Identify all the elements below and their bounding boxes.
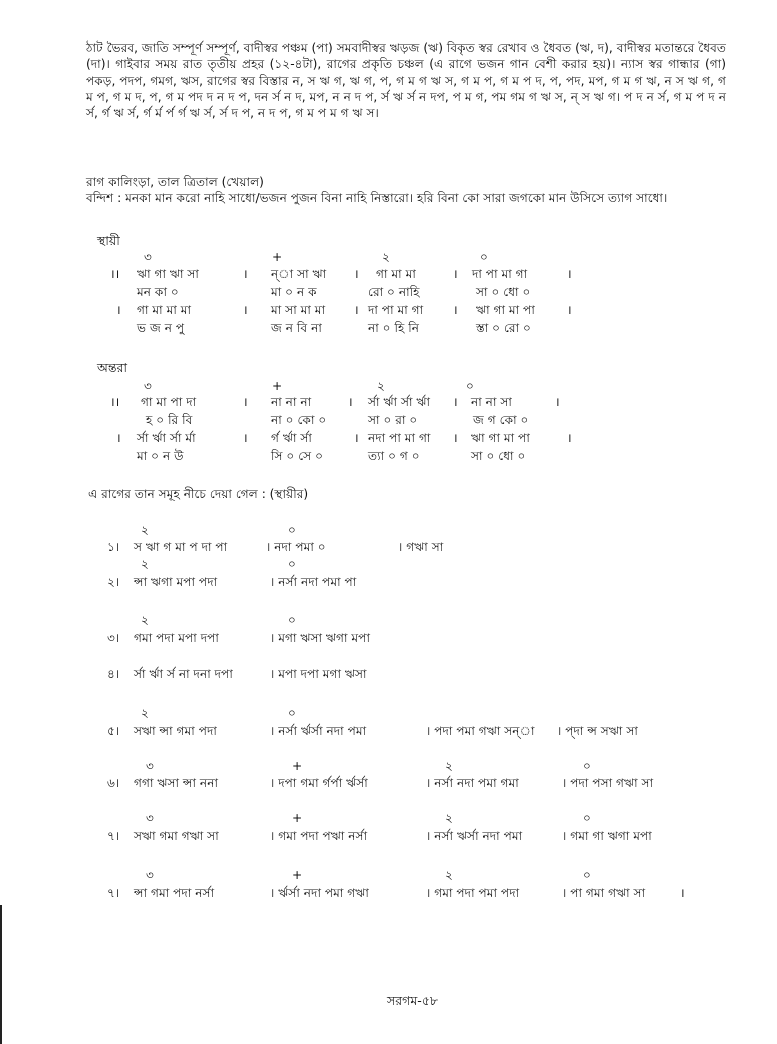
sthayi-r1-bar: । (453, 267, 458, 281)
taan-beat: ০ (583, 759, 591, 773)
taan-beat: ০ (288, 523, 296, 537)
antara-r2-lyric-3: ত্যা ০ গ ০ (368, 449, 420, 463)
taan-beat: ০ (288, 613, 296, 627)
antara-r2-bar: । (354, 431, 359, 445)
taan-beat: ০ (288, 706, 296, 720)
sthayi-r1-lyric-1: মন কা ০ (137, 285, 179, 299)
sthayi-r2-bar: । (567, 303, 572, 317)
taan-part: সঋা ন্সা গমা পদা (134, 724, 217, 738)
sthayi-r1-notes-2: ন্া সা ঋা (271, 267, 327, 281)
antara-r1-bar: । (555, 395, 560, 409)
taan-part: । নর্সা ঋর্সা নদা পমা (426, 829, 523, 843)
taan-number: ৪। (107, 667, 120, 681)
sthayi-beat-2: ২ (382, 250, 390, 264)
taan-number: ৭। (107, 886, 120, 900)
taan-beat: ২ (141, 523, 149, 537)
antara-r2-bar: । (243, 431, 248, 445)
antara-r1-notes-1: গা মা পা দা (141, 395, 197, 409)
antara-r1-notes-4: না না সা (471, 395, 512, 409)
sthayi-r2-bar: । (243, 303, 248, 317)
antara-beat-plus: + (272, 379, 283, 393)
taan-part: । পদা পমা গঋা সন্া (426, 724, 535, 738)
taan-part: । নদা পমা ০ (266, 540, 326, 554)
antara-r2-notes-3: নদা পা মা গা (368, 431, 431, 445)
taan-beat: ২ (445, 868, 453, 882)
taan-beat: ৩ (146, 868, 154, 882)
sthayi-r1-notes-4: দা পা মা গা (472, 267, 528, 281)
taan-part: । গঋা সা (398, 540, 444, 554)
taan-beat: ০ (583, 811, 591, 825)
taan-part: ন্সা ঋগা মপা পদা (134, 575, 218, 589)
taan-part: । র্ঋর্সা নদা পমা গঋা (270, 886, 369, 900)
taan-number: ১। (107, 540, 120, 554)
antara-r2-lyric-2: সি ০ সে ০ (271, 449, 324, 463)
taan-part: গমা পদা মপা দপা (134, 631, 219, 645)
antara-r2-lyric-1: মা ০ ন উ (137, 449, 184, 463)
antara-r1-lyric-2: না ০ কো ০ (271, 413, 327, 427)
taan-part: সঋা গমা গঋা সা (134, 829, 219, 843)
antara-r1-bar: । (243, 395, 248, 409)
antara-r1-bar: । (348, 395, 353, 409)
sthayi-r2-notes-1: গা মা মা মা (137, 303, 192, 317)
raga-title: রাগ কালিংড়া, তাল ত্রিতাল (খেয়াল) (86, 175, 264, 189)
antara-r2-bar: । (116, 431, 121, 445)
sthayi-r2-bar: । (453, 303, 458, 317)
sthayi-r1-lyric-2: মা ০ ন ক (271, 285, 317, 299)
antara-r1-bar: ।। (110, 395, 120, 409)
sthayi-r2-lyric-1: ভ জ ন পু (137, 321, 185, 335)
sthayi-r2-bar: । (354, 303, 359, 317)
taan-heading: এ রাগের তান সমূহ নীচে দেয়া গেল : (স্থায়ীর) (88, 487, 309, 501)
sthayi-r2-notes-2: মা সা মা মা (271, 303, 326, 317)
antara-r2-notes-1: র্সা র্ঋা র্সা র্মা (137, 431, 196, 445)
sthayi-r2-bar: । (116, 303, 121, 317)
taan-beat: + (292, 759, 303, 773)
antara-beat-3: ৩ (144, 379, 152, 393)
taan-beat: ০ (288, 557, 296, 571)
sthayi-r1-notes-3: গা মা মা (376, 267, 416, 281)
taan-part: ন্সা গমা পদা নর্সা (134, 886, 215, 900)
antara-r1-lyric-1: হ ০ রি বি (146, 413, 193, 427)
taan-part: । প্দা ন্স সঋা সা (557, 724, 638, 738)
bandish-text: বন্দিশ : মনকা মান করো নাহি সাধো/ভজন পুজন বিনা নাহি নিস্তারো। হরি বিনা কো সারা জগকো মান উসিসে ত্যাগ সাধো। (86, 191, 668, 205)
taan-beat: ২ (445, 811, 453, 825)
sthayi-title: স্থায়ী (97, 233, 120, 248)
taan-number: ২। (107, 575, 120, 589)
sthayi-beat-0: ০ (480, 250, 488, 264)
antara-r1-notes-3: র্সা র্ঋা র্সা র্ঋা (368, 395, 431, 409)
taan-part: স ঋা গ মা প দা পা (134, 540, 228, 554)
taan-part: । গমা পদা পঋা নর্সা (270, 829, 368, 843)
sthayi-r1-lyric-3: রো ০ নাহি (368, 285, 420, 299)
antara-r1-notes-2: না না না (271, 395, 312, 409)
taan-beat: ২ (445, 759, 453, 773)
taan-part: । নর্সা নদা পমা পা (270, 575, 357, 589)
page-footer: সরগম-৫৮ (387, 993, 438, 1008)
taan-part: । মগা ঋসা ঋগা মপা (270, 631, 370, 645)
antara-r1-lyric-4: জ গ কো ০ (473, 413, 529, 427)
scan-edge-line (0, 905, 2, 1044)
taan-part: । পদা পসা গঋা সা (562, 776, 654, 790)
intro-paragraph: ঠাট ভৈরব, জাতি সম্পূর্ণ সম্পূর্ণ, বাদীস্বর পঞ্চম (পা) সমবাদীস্বর ঋড়জ (ঋ) বিকৃত স্বর রেখাব ও ধৈবত (ঋ, দ), বাদীস্বর মতান্তরে ধৈবত (দা)। গাইবার সময় রাত তৃতীয় প্রহর (১২-৪টা), রাগের প্রকৃতি চঞ্চল (এ রাগে ভজন গান বেশী করার হয়)। ন্যাস স্বর গান্ধার (গা) পকড়, পদপ, গমগ, ঋস, রাগের স্বর বিস্তার ন, স ঋ গ, ঋ গ, প, গ ম গ ঋ স, গ ম প, গ ম প দ, প, পদ, মপ, গ ম গ ঋ, ন স ঋ গ, গ ম প, গ ম দ, প, গ ম পদ দ ন দ প, দন র্স ন দ, মপ, ন ন দ প, র্স ঋ র্স ন দপ, প ম গ, পম গম গ ঋ স, ন্ স ঋ গ। প দ ন র্স, গ ম প দ ন র্স, র্গ ঋ র্স, র্গ র্ম র্প র্গ ঋ র্স, র্স দ প, ন দ প, গ ম প ম গ ঋ স। (86, 41, 726, 121)
sthayi-r2-notes-3: দা পা মা গা (368, 303, 424, 317)
taan-part: । গমা পদা পমা পদা (426, 886, 520, 900)
sthayi-r1-lyric-4: সা ০ ধো ০ (476, 285, 531, 299)
taan-beat: + (292, 811, 303, 825)
taan-beat: ২ (141, 557, 149, 571)
taan-number: ৭। (107, 829, 120, 843)
taan-beat: ২ (141, 706, 149, 720)
taan-part: র্সা র্ঋা র্স না দনা দপা (134, 667, 233, 681)
taan-part: । (680, 886, 685, 900)
antara-beat-2: ২ (377, 379, 385, 393)
sthayi-r1-bar: । (567, 267, 572, 281)
sthayi-r2-lyric-2: জ ন বি না (271, 321, 322, 335)
taan-part: । গমা গা ঋগা মপা (562, 829, 652, 843)
taan-part: । নর্সা নদা পমা গমা (426, 776, 519, 790)
taan-beat: ০ (583, 868, 591, 882)
antara-r2-notes-4: ঋা গা মা পা (471, 431, 530, 445)
antara-r2-bar: । (453, 431, 458, 445)
antara-title: অন্তরা (97, 360, 127, 375)
taan-part: গগা ঋসা ন্সা ননা (134, 776, 219, 790)
taan-beat: ৩ (146, 759, 154, 773)
sthayi-r1-bar: । (354, 267, 359, 281)
sthayi-r1-notes-1: ঋা গা ঋা সা (137, 267, 199, 281)
taan-beat: + (292, 868, 303, 882)
taan-beat: ২ (141, 613, 149, 627)
sthayi-r2-lyric-3: না ০ হি নি (368, 321, 420, 335)
antara-r2-lyric-4: সা ০ ধো ০ (471, 449, 526, 463)
taan-number: ৬। (107, 776, 120, 790)
taan-number: ৫। (107, 724, 120, 738)
taan-part: । পা গমা গঋা সা (562, 886, 646, 900)
antara-r2-bar: । (567, 431, 572, 445)
taan-part: । মপা দপা মগা ঋসা (270, 667, 367, 681)
antara-beat-0: ০ (466, 379, 474, 393)
sthayi-beat-3: ৩ (144, 250, 152, 264)
taan-part: । দপা গমা র্গর্পা র্ঋর্সা (270, 776, 368, 790)
taan-part: । নর্সা র্ঋর্সা নদা পমা (270, 724, 367, 738)
antara-r1-lyric-3: সা ০ রা ০ (368, 413, 418, 427)
taan-number: ৩। (107, 631, 120, 645)
sthayi-beat-plus: + (272, 250, 283, 264)
antara-r2-notes-2: র্গ র্ঋা র্সা (271, 431, 312, 445)
antara-r1-bar: । (453, 395, 458, 409)
sthayi-r1-bar: ।। (110, 267, 120, 281)
sthayi-r2-notes-4: ঋা গা মা পা (476, 303, 535, 317)
sthayi-r1-bar: । (243, 267, 248, 281)
taan-beat: ৩ (146, 811, 154, 825)
sthayi-r2-lyric-4: স্তা ০ রো ০ (476, 321, 531, 335)
